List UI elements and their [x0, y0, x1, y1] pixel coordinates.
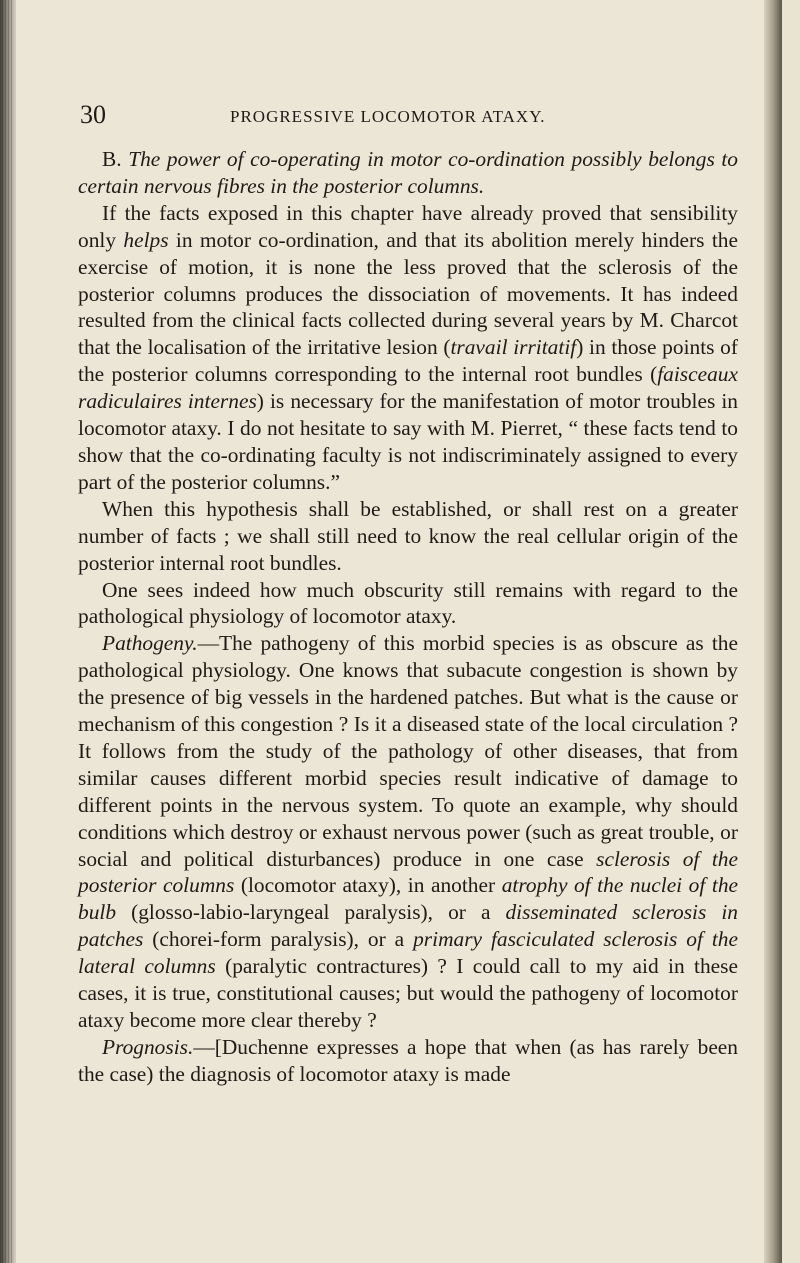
italic-text-run: The power of co-operating in motor co-ordination possibly belongs to certain nervous fibres in the posterior columns. — [78, 147, 738, 198]
text-run: in motor co-ordination, and that its abolition merely hinders the exercise of motion, it is none the less proved that the sclerosis of the posterior columns produces the dissociation of movements. It has indeed resulted from the clinical facts collected during several years by M. Charcot that the localisation of the irritative lesion ( — [78, 227, 738, 360]
paragraph-prognosis — [78, 1034, 738, 1088]
body-text — [78, 146, 738, 1088]
book-gutter — [0, 0, 16, 1263]
paragraph-section-b — [78, 146, 738, 200]
paragraph-pathogeny — [78, 630, 738, 1034]
italic-text-run: Prognosis. — [102, 1034, 194, 1059]
page-edge — [764, 0, 782, 1263]
paragraph-hypothesis — [78, 496, 738, 577]
text-run: (locomotor ataxy), in another — [234, 873, 502, 898]
paragraph-obscurity — [78, 577, 738, 631]
italic-text-run: faisceaux radiculaires internes — [78, 362, 738, 414]
text-run: ) is necessary for the manifestation of motor troubles in locomotor ataxy. I do not hesitate to say with M. Pierret, “ these facts tend to show that the co-ordinating faculty is not indiscriminately assigned to every part of the posterior columns.” — [78, 389, 738, 494]
italic-text-run: atrophy of the nuclei of the bulb — [78, 873, 739, 925]
text-run: One sees indeed how much obscurity still remains with regard to the pathological physiology of locomotor ataxy. — [78, 577, 738, 629]
italic-text-run: disseminated sclerosis in patches — [78, 900, 738, 952]
page-header — [80, 100, 720, 130]
text-run: B. — [102, 147, 129, 171]
running-title: PROGRESSIVE LOCOMOTOR ATAXY. — [230, 107, 546, 126]
text-run: —The pathogeny of this morbid species is as obscure as the pathological physiology. One knows that subacute congestion is shown by the presence of big vessels in the hardened patches. But what is the cause or mechanism of this congestion ? Is it a diseased state of the local circulation ? It follows from the study of the pathology of other diseases, that from similar causes different morbid species result indicative of damage to different points in the nervous system. To quote an example, why should conditions which destroy or exhaust nervous power (such as great trouble, or social and political disturbances) produce in one case — [78, 631, 738, 871]
text-run: (glosso-labio-laryngeal paralysis), or a — [116, 900, 506, 925]
italic-text-run: travail irritatif — [450, 335, 577, 360]
italic-text-run: helps — [123, 227, 169, 252]
paragraph-sensibility — [78, 200, 738, 496]
text-run: (paralytic contractures) ? I could call to my aid in these cases, it is true, constitutional causes; but would the pathogeny of locomotor ataxy become more clear thereby ? — [78, 954, 738, 1032]
page-number: 30 — [80, 100, 106, 129]
text-run: ) in those points of the posterior columns corresponding to the internal root bundles ( — [78, 335, 738, 387]
italic-text-run: sclerosis of the posterior columns — [78, 846, 738, 898]
italic-text-run: primary fasciculated sclerosis of the lateral columns — [78, 927, 738, 979]
text-run: —[Duchenne expresses a hope that when (as has rarely been the case) the diagnosis of locomotor ataxy is made — [78, 1034, 738, 1086]
text-run: When this hypothesis shall be established, or shall rest on a greater number of facts ; we shall still need to know the real cellular origin of the posterior internal root bundles. — [78, 496, 738, 575]
text-run: If the facts exposed in this chapter have already proved that sensibility only — [78, 200, 738, 252]
italic-text-run: Pathogeny. — [102, 631, 198, 656]
text-run: (chorei-form paralysis), or a — [143, 927, 414, 952]
